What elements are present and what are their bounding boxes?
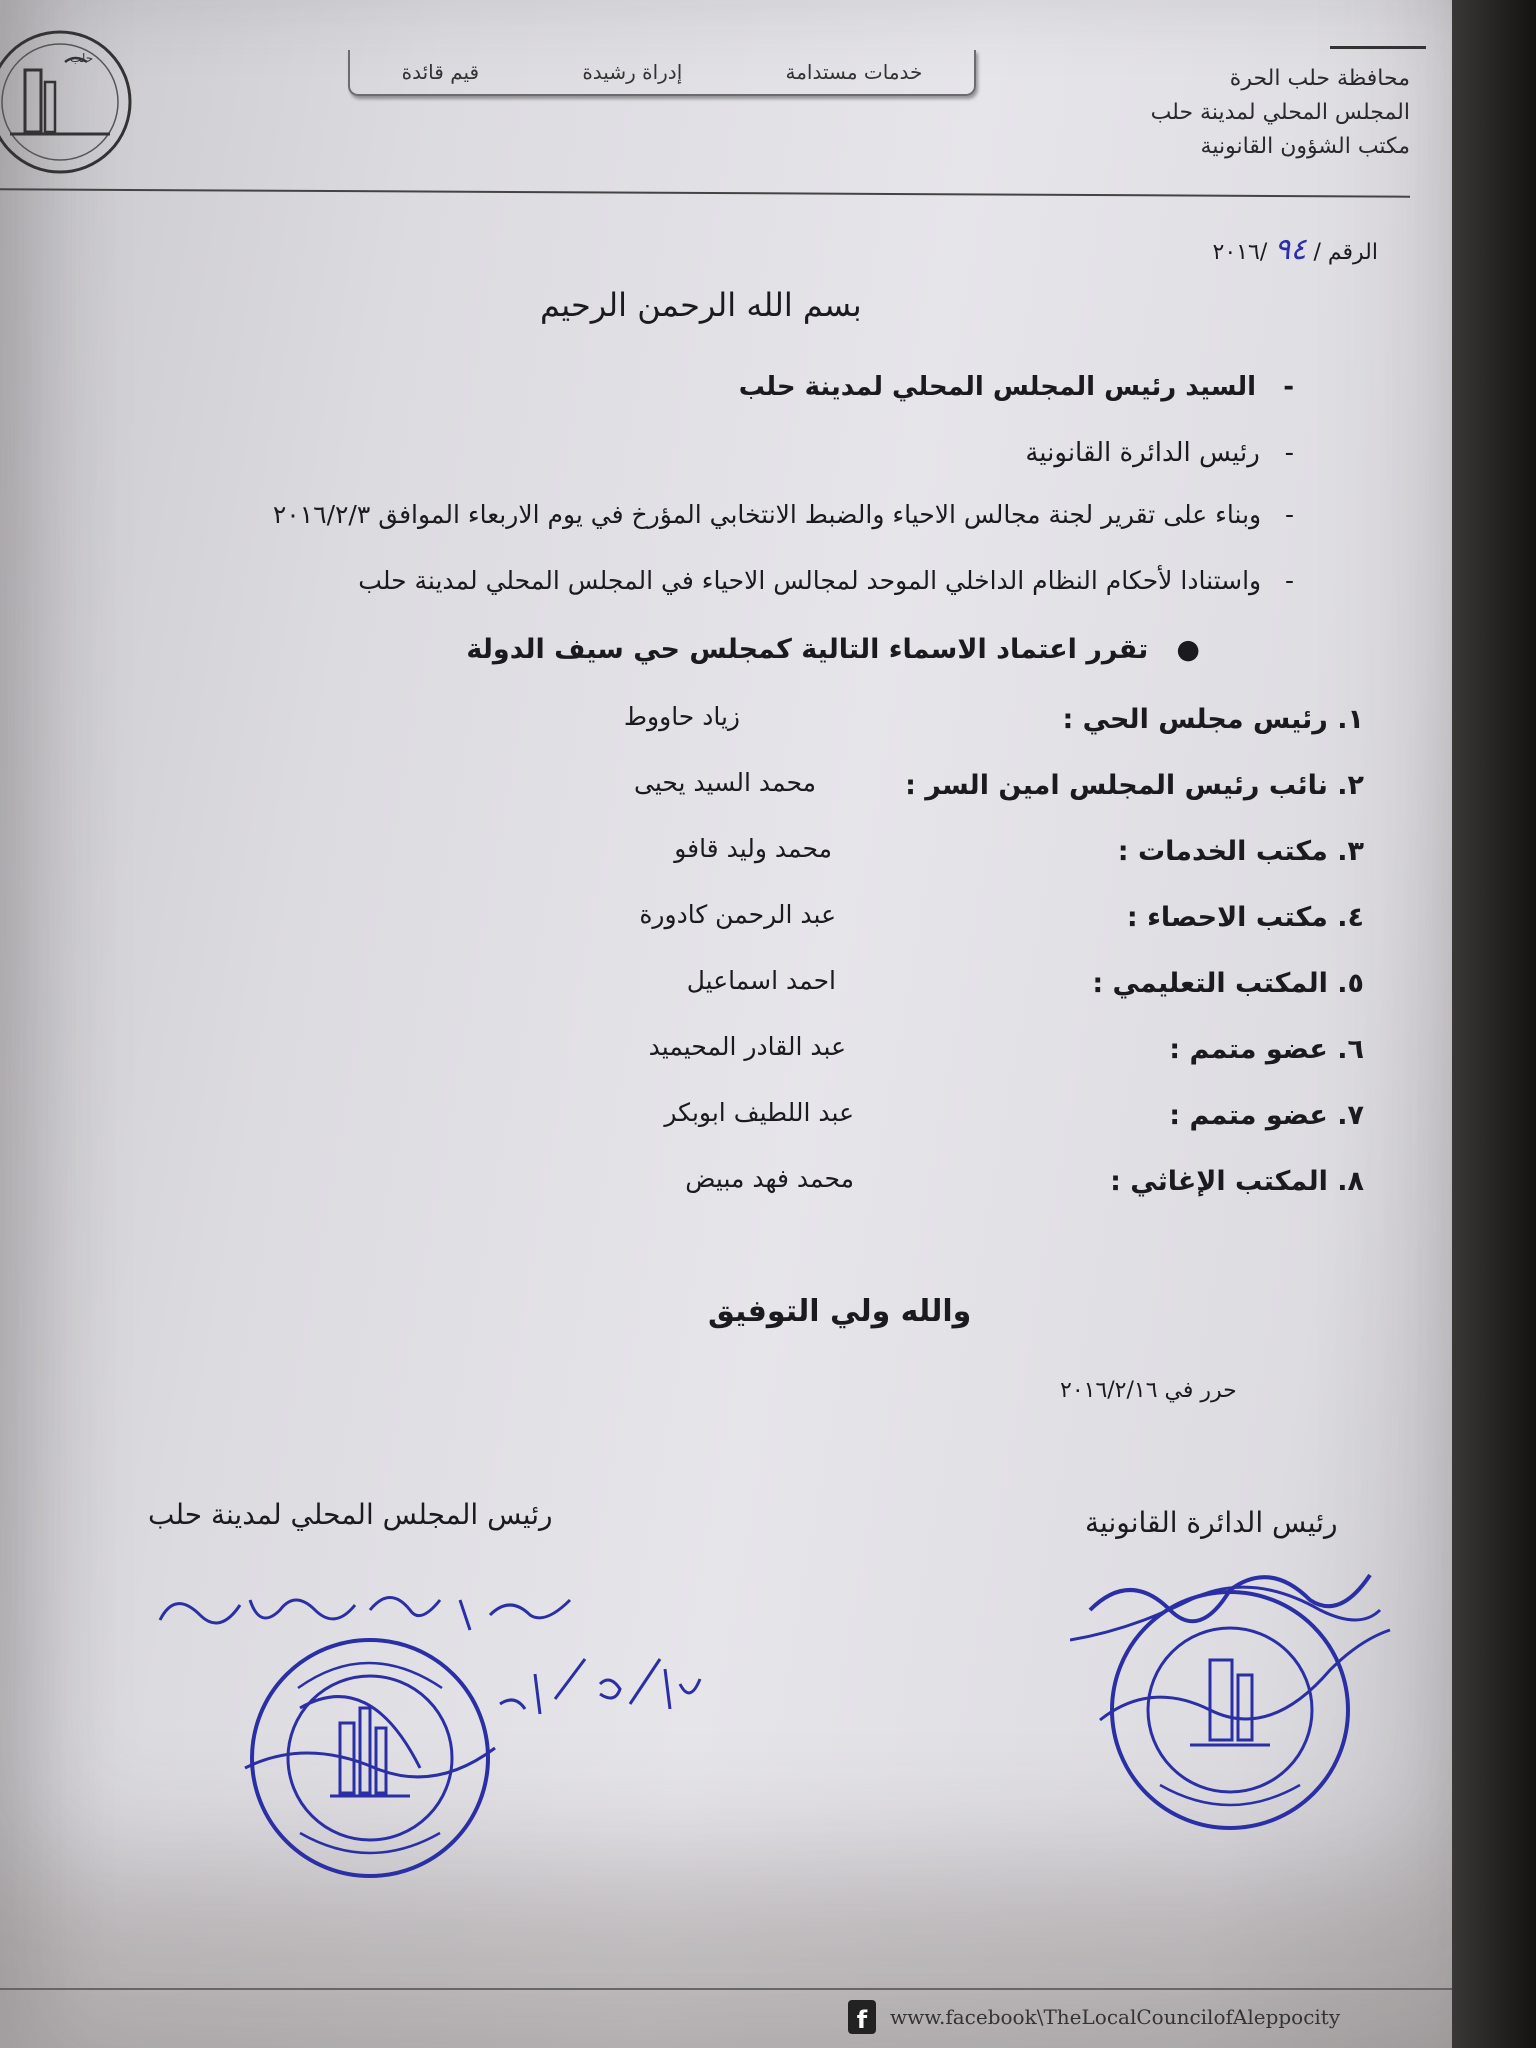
signatory-title-legal: رئيس الدائرة القانونية bbox=[1085, 1506, 1338, 1539]
bullet-dot: ● bbox=[1148, 634, 1200, 665]
dash-marker: - bbox=[1259, 438, 1294, 468]
member-role: ٣. مكتب الخدمات : bbox=[1117, 836, 1364, 867]
decision-line: ● تقرر اعتماد الاسماء التالية كمجلس حي سيف الدولة bbox=[466, 634, 1200, 665]
dash-marker: - bbox=[1261, 566, 1294, 595]
council-logo bbox=[0, 22, 148, 182]
member-name: عبد القادر المحيميد bbox=[648, 1032, 846, 1061]
ref-label: الرقم / bbox=[1313, 240, 1378, 265]
ref-year: /٢٠١٦ bbox=[1212, 240, 1268, 265]
addressee-line: - السيد رئيس المجلس المحلي لمدينة حلب bbox=[738, 372, 1294, 402]
signatory-title-council-head: رئيس المجلس المحلي لمدينة حلب bbox=[148, 1498, 553, 1531]
member-role: ٧. عضو متمم : bbox=[1169, 1100, 1364, 1131]
handwritten-date-council-head bbox=[490, 1644, 710, 1724]
member-role: ٦. عضو متمم : bbox=[1169, 1034, 1364, 1065]
reference-number bbox=[1213, 232, 1378, 267]
member-role: ٥. المكتب التعليمي : bbox=[1092, 968, 1364, 999]
facebook-icon: f bbox=[848, 2000, 876, 2034]
member-name: زياد حاووط bbox=[623, 702, 740, 731]
header-divider bbox=[0, 188, 1410, 197]
motto-item: إدراة رشيدة bbox=[582, 60, 683, 84]
ref-handwritten-number: ٩٤ bbox=[1274, 232, 1307, 267]
member-name: عبد اللطيف ابوبكر bbox=[664, 1098, 854, 1127]
header-accent-line bbox=[1330, 46, 1426, 49]
member-role: ٢. نائب رئيس المجلس امين السر : bbox=[905, 770, 1364, 801]
closing-phrase: والله ولي التوفيق bbox=[708, 1294, 972, 1329]
member-role: ١. رئيس مجلس الحي : bbox=[1062, 704, 1364, 735]
member-role: ٨. المكتب الإغاثي : bbox=[1110, 1166, 1364, 1197]
member-name: عبد الرحمن كادورة bbox=[639, 900, 836, 929]
footer-divider bbox=[0, 1988, 1452, 1990]
footer-link[interactable] bbox=[848, 2000, 1340, 2034]
member-name: محمد السيد يحيى bbox=[633, 768, 816, 797]
basmala: بسم الله الرحمن الرحيم bbox=[540, 286, 862, 324]
member-name: محمد فهد مبيض bbox=[685, 1164, 854, 1193]
background-edge bbox=[1452, 0, 1536, 2048]
legal-department-stamp bbox=[1070, 1550, 1400, 1840]
dash-marker: - bbox=[1256, 372, 1294, 402]
org-line: المجلس المحلي لمدينة حلب bbox=[1150, 100, 1410, 125]
member-name: محمد وليد قافو bbox=[674, 834, 832, 863]
motto-item: خدمات مستدامة bbox=[785, 60, 923, 84]
addressee-line: - رئيس الدائرة القانونية bbox=[1025, 438, 1294, 468]
preamble-line: - وبناء على تقرير لجنة مجالس الاحياء والضبط الانتخابي المؤرخ في يوم الاربعاء الموافق ٢٠١٦/٢/٣ bbox=[272, 500, 1294, 529]
motto-item: قيم قائدة bbox=[401, 60, 480, 84]
dash-marker: - bbox=[1261, 500, 1294, 529]
svg-text:حلب: حلب bbox=[70, 51, 94, 65]
issue-date: حرر في ٢٠١٦/٢/١٦ bbox=[1060, 1378, 1237, 1403]
preamble-line: - واستنادا لأحكام النظام الداخلي الموحد لمجالس الاحياء في المجلس المحلي لمدينة حلب bbox=[358, 566, 1294, 595]
org-line: مكتب الشؤون القانونية bbox=[1200, 134, 1410, 159]
org-line: محافظة حلب الحرة bbox=[1229, 66, 1410, 91]
council-head-stamp bbox=[240, 1628, 500, 1888]
member-role: ٤. مكتب الاحصاء : bbox=[1126, 902, 1364, 933]
motto-bar bbox=[348, 50, 976, 96]
issuing-organization bbox=[1151, 62, 1410, 164]
member-name: احمد اسماعيل bbox=[686, 966, 836, 995]
footer-url[interactable]: www.facebook\TheLocalCouncilofAleppocity bbox=[890, 2005, 1341, 2029]
